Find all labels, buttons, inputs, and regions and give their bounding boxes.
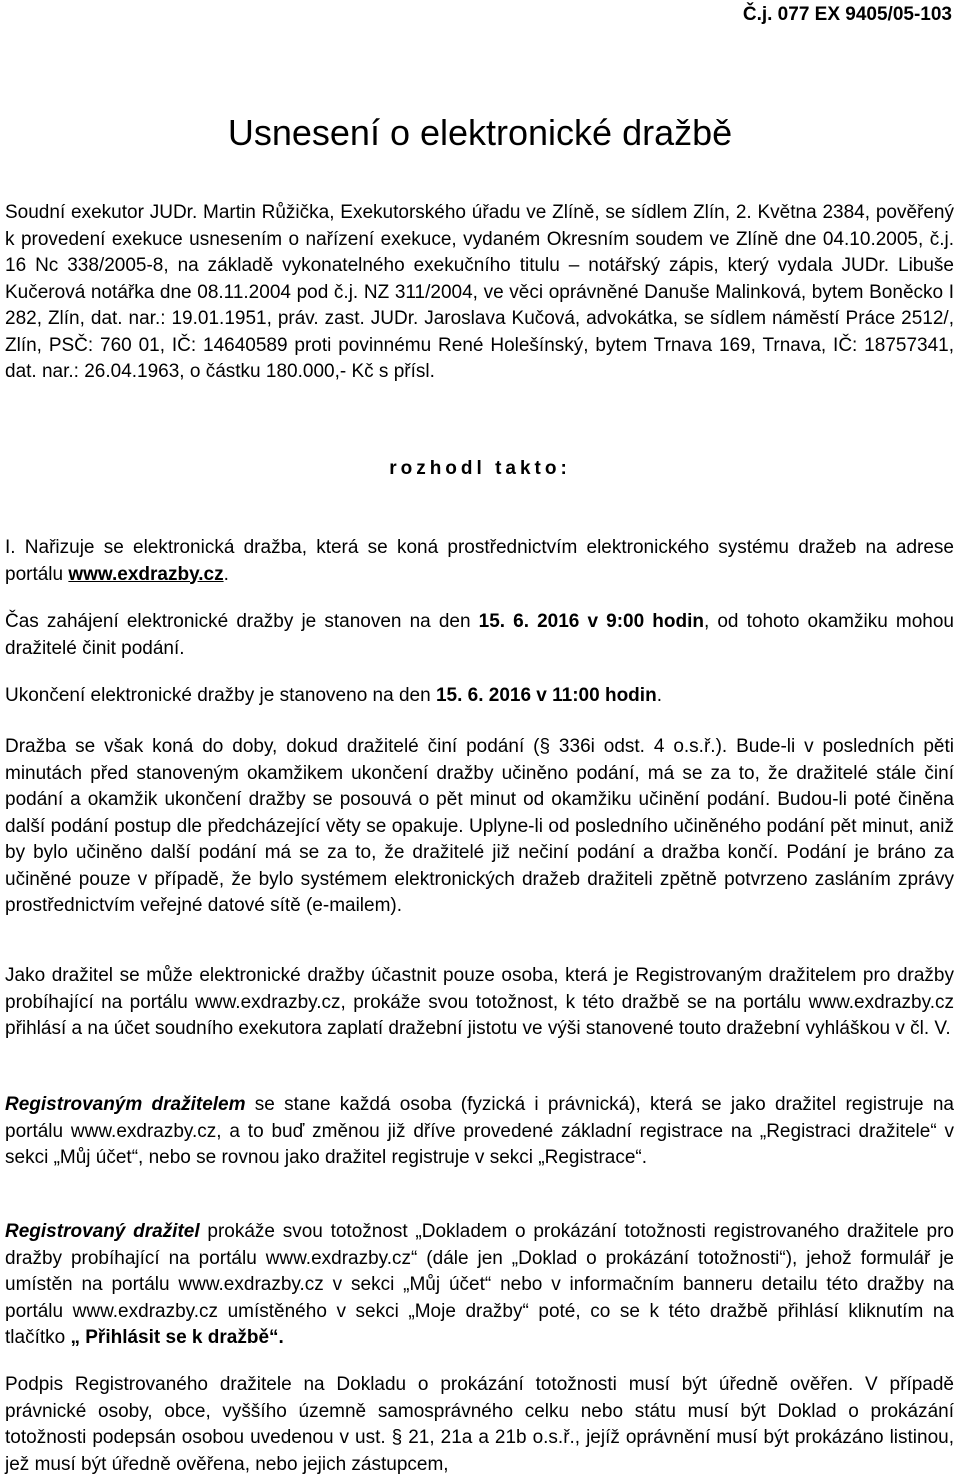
document-title: Usnesení o elektronické dražbě bbox=[227, 112, 733, 153]
intro-paragraph: Soudní exekutor JUDr. Martin Růžička, Exekutorského úřadu ve Zlíně, se sídlem Zlín, 2. Května 2384, pověřený k provedení exekuce usnesením o nařízení exekuce, vydaném Okresním soudem ve Zlíně dne 04.10.2005, č.j. 16 Nc 338/2005-8, na základě vykonatelného exekučního titulu – notářský zápis, který vydala JUDr. Libuše Kučerová notářka dne 08.11.2004 pod č.j. NZ 311/2004, ve věci oprávněné Danuše Malinková, bytem Boněcko I 282, Zlín, dat. nar.: 19.01.1951, práv. zast. JUDr. Jaroslava Kučová, advokátka, se sídlem náměstí Práce 2512/, Zlín, PSČ: 760 01, IČ: 14640589 proti povinnému René Holešínský, bytem Trnava 169, Trnava, IČ: 18757341, dat. nar.: 26.04.1963, o částku 180.000,- Kč s přísl. bbox=[5, 202, 954, 382]
registered-bidder-term: Registrovaným dražitelem bbox=[5, 1094, 246, 1115]
section-i-text-end: . bbox=[223, 563, 229, 585]
end-paragraph bbox=[5, 683, 954, 710]
section-i-paragraph bbox=[5, 535, 954, 588]
portal-link[interactable]: www.exdrazby.cz bbox=[68, 563, 224, 585]
becomes-registered-text: se stane každá osoba (fyzická i právnická), která se jako dražitel registruje na portálu www.exdrazby.cz, a to buď změnou již dříve provedené základní registrace na „Registraci dražitele“ v sekci „Můj účet“, nebo se rovnou jako dražitel registruje v sekci „Registrace“. bbox=[5, 1094, 954, 1168]
decision-heading: rozhodl takto: bbox=[389, 458, 571, 479]
end-date: 15. 6. 2016 v 11:00 hodin bbox=[435, 685, 657, 706]
signature-paragraph: Podpis Registrovaného dražitele na Dokladu o prokázání totožnosti musí být úředně ověřen. V případě právnické osoby, obce, vyššího územně samosprávného celku nebo státu musí být Doklad o prokázání totožnosti podepsán osobou uvedenou v ust. § 21, 21a a 21b o.s.ř., jejíž oprávnění musí být prokázáno listinou, jež musí být úředně ověřena, nebo jejich zástupcem, bbox=[5, 1374, 954, 1475]
becomes-registered-paragraph bbox=[5, 1092, 954, 1172]
start-paragraph bbox=[5, 609, 954, 662]
proves-identity-paragraph bbox=[5, 1219, 954, 1352]
end-text-end: . bbox=[656, 685, 662, 706]
section-i-text: I. Nařizuje se elektronická dražba, která se koná prostřednictvím elektronického systému dražeb na adrese portálu bbox=[5, 537, 954, 585]
proves-identity-text: prokáže svou totožnost „Dokladem o prokázání totožnosti registrovaného dražitele pro dražby probíhající na portálu www.exdrazby.cz“ (dále jen „Doklad o prokázání totožnosti“), jehož formulář je umístěn na portálu www.exdrazby.cz v sekci „Můj účet“ nebo v informačním banneru detailu této dražby na portálu www.exdrazby.cz umístěného v sekci „Moje dražby“ poté, co se k této dražbě přihlásí kliknutím na tlačítko bbox=[5, 1221, 954, 1348]
end-text: Ukončení elektronické dražby je stanoveno na den bbox=[5, 685, 436, 706]
registered-bidder-term-2: Registrovaný dražitel bbox=[5, 1221, 200, 1242]
start-date: 15. 6. 2016 v 9:00 hodin bbox=[478, 611, 704, 632]
start-text-end: , od tohoto okamžiku mohou dražitelé činit podání. bbox=[5, 611, 954, 659]
duration-paragraph: Dražba se však koná do doby, dokud dražitelé činí podání (§ 336i odst. 4 o.s.ř.). Bude-li v posledních pěti minutách před stanoveným okamžikem ukončení dražby učiněno podání, má se za to, že dražitelé stále činí podání a okamžik ukončení dražby se posouvá o pět minut od okamžiku učinění podání. Budou-li poté činěna další podání postup dle předcházející věty se opakuje. Uplyne-li od posledního učiněného podání pět minut, aniž by bylo učiněno další podání má se za to, že dražitelé již nečiní podání a dražba končí. Podání je bráno za učiněné pouze v případě, že bylo systémem elektronických dražeb dražiteli zpětně potvrzeno zasláním zprávy prostřednictvím veřejné datové sítě (e-mailem). bbox=[5, 736, 954, 916]
registered-bidder-paragraph: Jako dražitel se může elektronické dražby účastnit pouze osoba, která je Registrovaným dražitelem pro dražby probíhající na portálu www.exdrazby.cz, prokáže svou totožnost, k této dražbě se na portálu www.exdrazby.cz přihlásí a na účet soudního exekutora zaplatí dražební jistotu ve výši stanovené touto dražební vyhláškou v čl. V. bbox=[5, 965, 954, 1039]
login-button-label: „ Přihlásit se k dražbě“. bbox=[70, 1327, 284, 1348]
case-number: Č.j. 077 EX 9405/05-103 bbox=[742, 4, 952, 25]
start-text: Čas zahájení elektronické dražby je stanoven na den bbox=[5, 611, 479, 632]
